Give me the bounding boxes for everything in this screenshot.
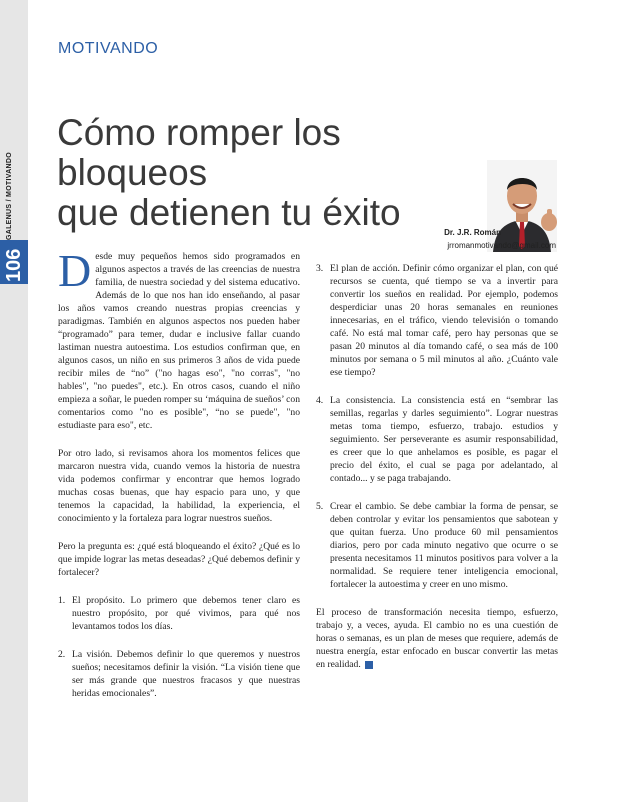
- list-number: 3.: [316, 263, 324, 274]
- title-line-2: que detienen tu éxito: [57, 192, 401, 233]
- side-label: GALENUS / MOTIVANDO: [6, 151, 13, 240]
- list-item: [316, 500, 558, 591]
- list-item: [316, 262, 558, 379]
- list-text: El propósito. Lo primero que debemos tener claro es nuestro propósito, por qué vivimos, para qué nos levantamos todos los días.: [72, 595, 300, 632]
- list-number: 5.: [316, 501, 324, 512]
- list-text: La visión. Debemos definir lo que queremos y nuestros sueños; necesitamos definir la visión. “La visión tiene que ser más grande que nuestros fracasos y que nuestras heridas emocionales”.: [72, 649, 300, 699]
- paragraph-3: Pero la pregunta es: ¿qué está bloqueando el éxito? ¿Qué es lo que impide lograr las metas deseadas? ¿Qué debemos definir y fortalecer?: [58, 541, 300, 578]
- author-email: jrromanmotivando@gmail.com: [447, 241, 556, 250]
- side-strip: [0, 0, 28, 802]
- section-label: MOTIVANDO: [58, 40, 159, 57]
- column-right: [316, 262, 558, 686]
- list-text: El plan de acción. Definir cómo organizar el plan, con qué recursos se cuenta, qué tiempo se va a invertir para convertir los sueños en realidad. Por ejemplo, podemos desperdiciar unas 20 horas semanales en reuniones innecesarias, en el tráfico, viendo televisión o tomando café. No está mal tomar café, pero hay personas que se pasan 20 minutos al día tomando café, o sea más de 100 minutos por semana o 5 mil minutos al año. ¿Cuánto vale ese tiempo?: [330, 263, 558, 378]
- paragraph-2: Por otro lado, si revisamos ahora los momentos felices que marcaron nuestra vida, cuando vemos la historia de nuestra vida podemos confirmar y encontrar que hemos logrado muchas cosas buenas, que hay espacio para uno, y que tenemos la capacidad, la habilidad, la experiencia, el conocimiento y la fortaleza para lograr nuestros sueños.: [58, 448, 300, 524]
- page-number: 106: [3, 248, 25, 282]
- list-item: [58, 594, 300, 633]
- drop-cap: D: [58, 245, 92, 296]
- closing-text: El proceso de transformación necesita tiempo, esfuerzo, trabajo y, a veces, ayuda. El cambio no es una cuestión de horas o semanas, es un plan de meses que requiere, además de nuestra energía, estar enfocado en buscar convertir las metas en realidad.: [316, 607, 558, 670]
- list-number: 2.: [58, 649, 66, 660]
- end-of-article-icon: [365, 661, 373, 669]
- author-photo: [487, 160, 557, 252]
- list-text: Crear el cambio. Se debe cambiar la forma de pensar, se deben controlar y evitar los pensamientos que sabotean y que quitan fuerza. Uno produce 60 mil pensamientos diarios, pero por cada minuto negativo que ocurre o se presenta necesitamos 11 minutos positivos para volver a la normalidad. Se requiere tener inteligencia emocional, fortalecer la autoestima y creer en uno mismo.: [330, 501, 558, 590]
- author-name: Dr. J.R. Román: [444, 228, 501, 237]
- list-text: La consistencia. La consistencia está en “sembrar las semillas, regarlas y darles seguimiento”. Lograr nuestras metas toma tiempo, esfuerzo, trabajo. estudios y seguimiento. Ser perseverante es asumir responsabilidad, es creer que lo que anhelamos es posible, es pagar el precio del éxito, el cual se paga por adelantado, al contado... y se paga trabajando.: [330, 395, 558, 484]
- closing-paragraph: [316, 606, 558, 671]
- list-item: [316, 394, 558, 485]
- intro-paragraph: [58, 245, 300, 432]
- title-line-1: Cómo romper los bloqueos: [57, 112, 341, 193]
- page-number-tab: [0, 240, 28, 284]
- list-number: 4.: [316, 395, 324, 406]
- list-number: 1.: [58, 595, 66, 606]
- list-item: [58, 648, 300, 700]
- column-left: [58, 245, 300, 715]
- intro-text: esde muy pequeños hemos sido programados en algunos aspectos a través de las creencias de nuestra familia, de nuestra sociedad y del sistema educativo. Además de lo que nos han ido enseñando, al pasar los años vamos creando nuestras propias creencias y paradigmas. También en algunos aspectos nos pueden haber “programado” para temer, dudar e inclusive fallar cuando lastiman nuestra autoestima. Los estudios confirman que, en algunos casos, un niño en sus primeros 3 años de vida puede recibir miles de “no” ("no hagas eso", "no corras", "no hables", "no puedes", etc.). En otros casos, cuando el niño empieza a soñar, le pueden romper su ‘máquina de sueños’ con comentarios como "no es posible", “no se puede", "no estudiaste para eso", etc.: [58, 251, 300, 431]
- article-title: [57, 113, 497, 233]
